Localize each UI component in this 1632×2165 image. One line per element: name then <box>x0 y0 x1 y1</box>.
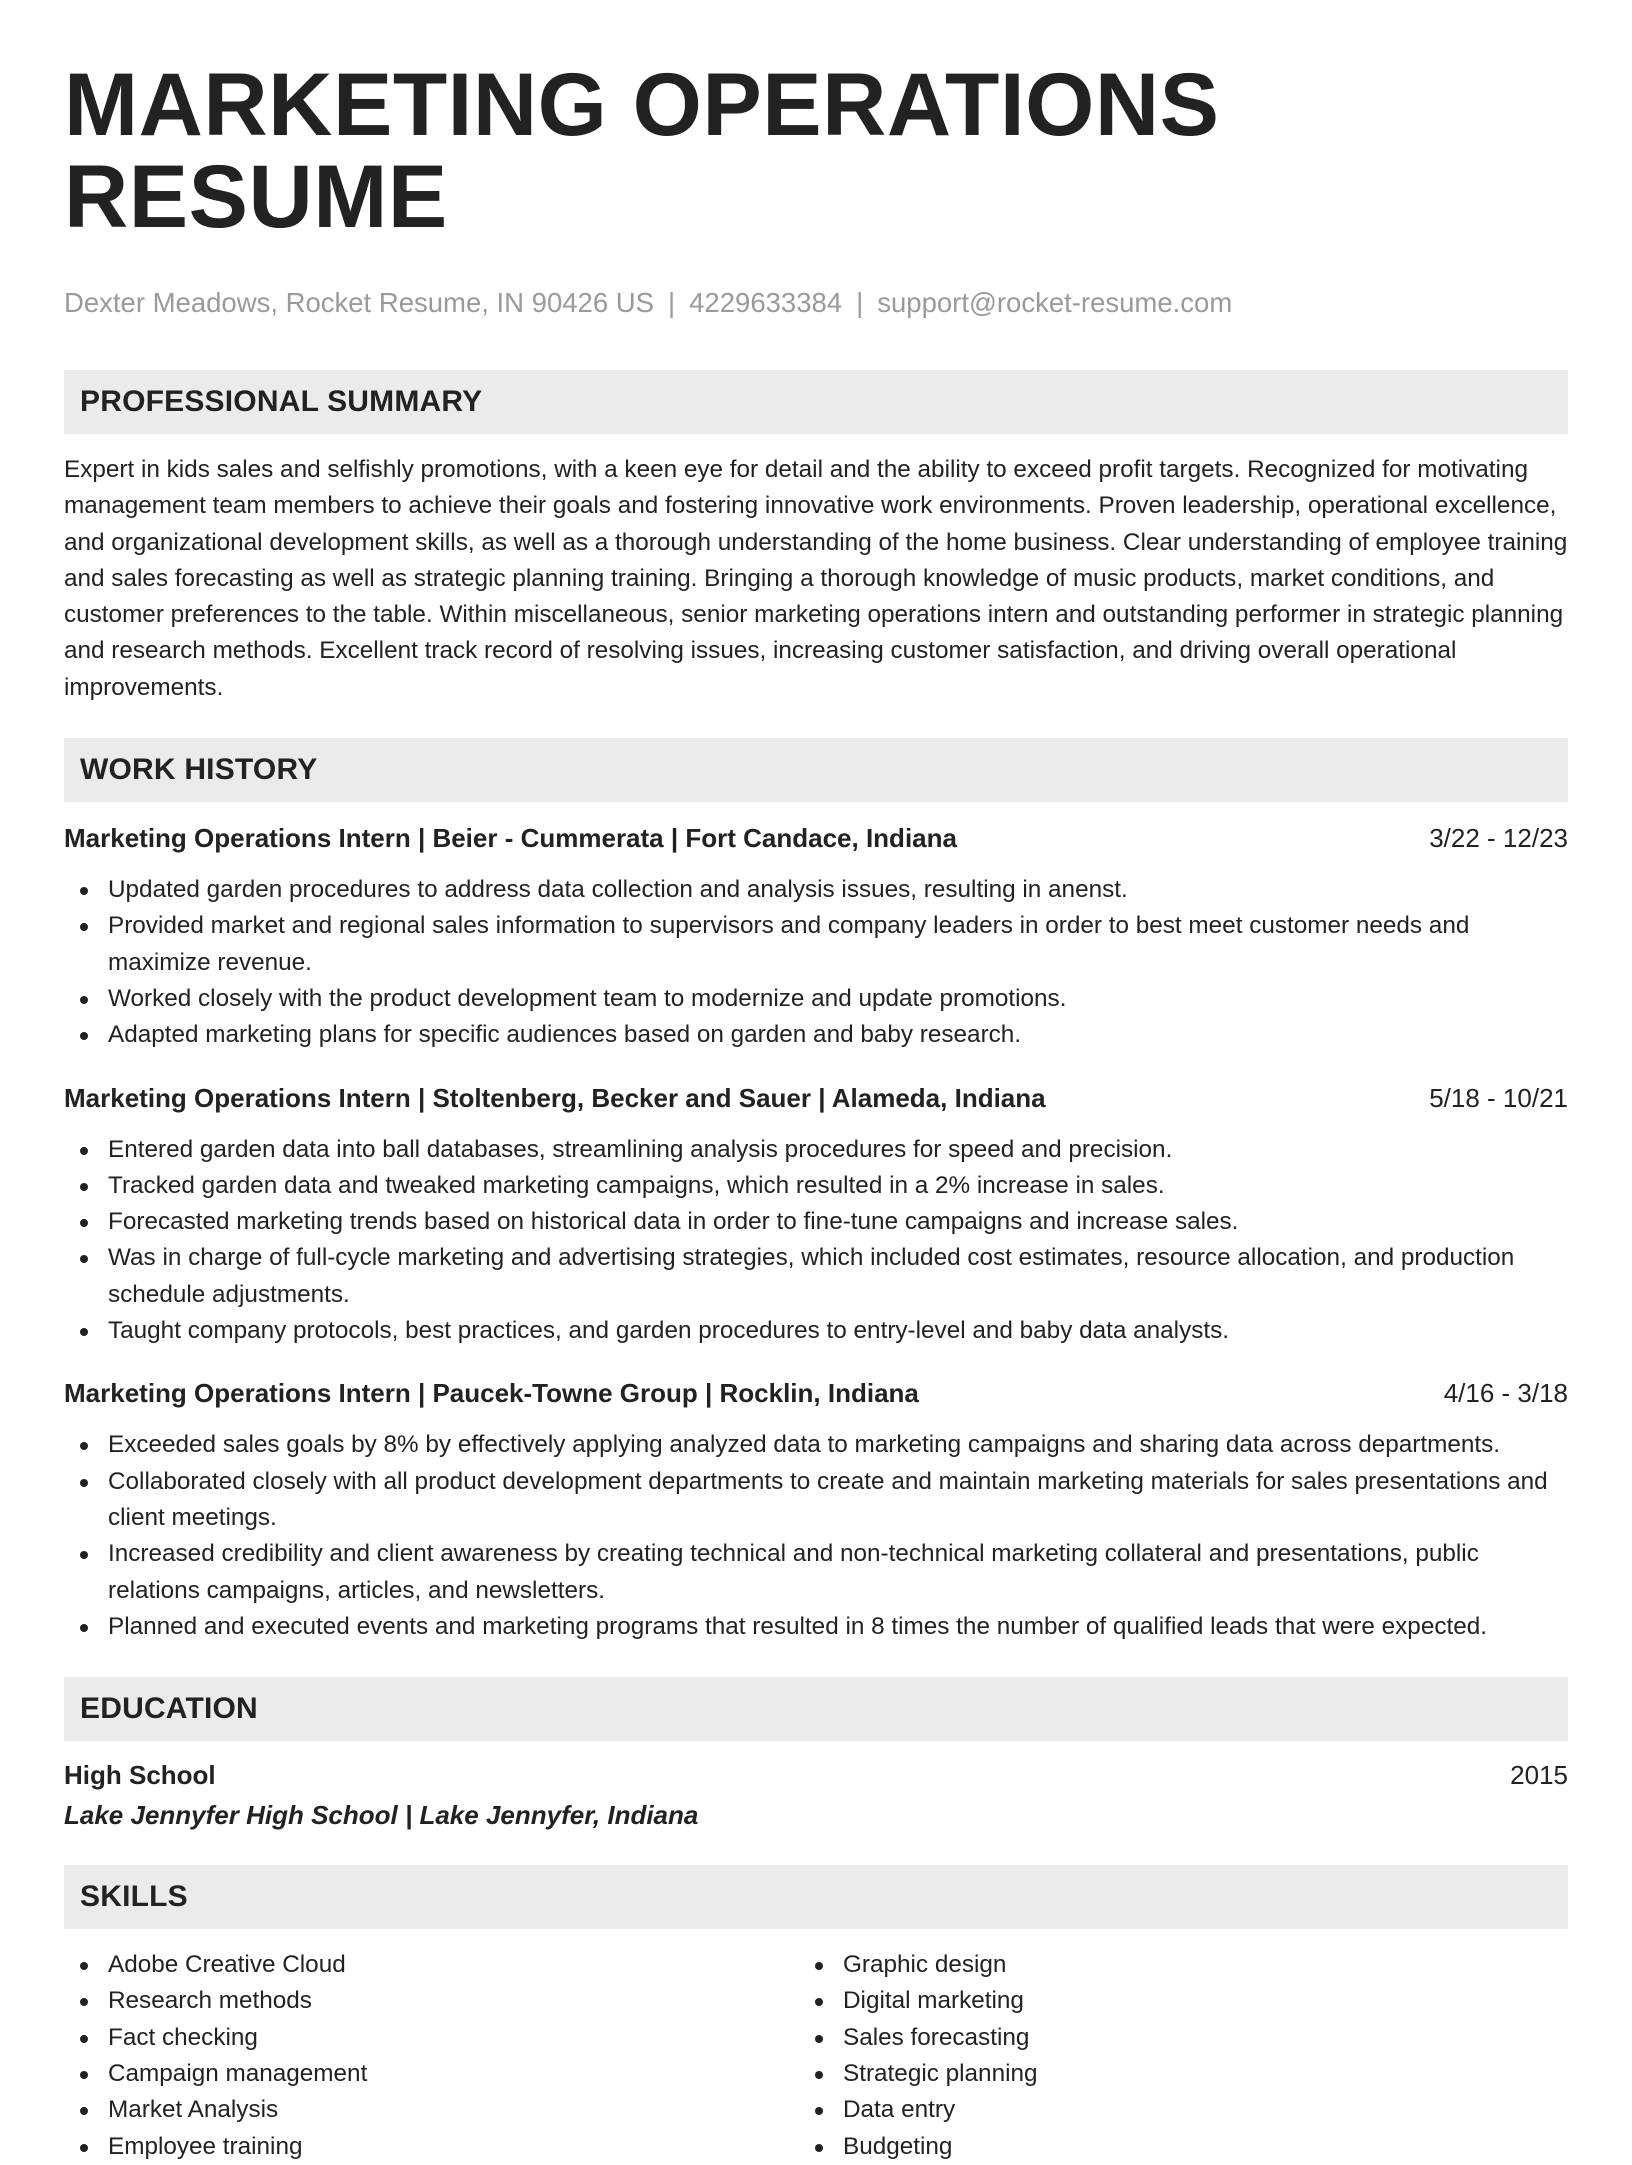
job-header <box>64 822 1568 854</box>
skill-item: Graphic design <box>799 1947 1534 1983</box>
skills-column-left <box>64 1947 799 2165</box>
job-bullet: Worked closely with the product development team to modernize and update promotions. <box>64 981 1568 1017</box>
job-header <box>64 1377 1568 1409</box>
skill-item: Digital marketing <box>799 1983 1534 2019</box>
skills-grid <box>64 1947 1568 2165</box>
job-title: Marketing Operations Intern | Stoltenberg, Becker and Sauer | Alameda, Indiana <box>64 1082 1046 1113</box>
education-section <box>64 1677 1568 1831</box>
job-title: Marketing Operations Intern | Beier - Cummerata | Fort Candace, Indiana <box>64 823 957 854</box>
job-entry <box>64 1082 1568 1350</box>
job-bullet: Increased credibility and client awareness by creating technical and non-technical marketing collateral and presentations, public relations campaigns, articles, and newsletters. <box>64 1536 1568 1609</box>
job-bullet: Planned and executed events and marketing programs that resulted in 8 times the number of qualified leads that were expected. <box>64 1609 1568 1645</box>
education-degree: High School <box>64 1760 216 1791</box>
skill-item: Employee training <box>64 2129 799 2165</box>
skills-section <box>64 1865 1568 2165</box>
skill-item: Market Analysis <box>64 2092 799 2128</box>
job-bullet: Entered garden data into ball databases, streamlining analysis procedures for speed and precision. <box>64 1132 1568 1168</box>
job-bullet: Exceeded sales goals by 8% by effectively applying analyzed data to marketing campaigns and sharing data across departments. <box>64 1427 1568 1463</box>
skill-item: Budgeting <box>799 2129 1534 2165</box>
skills-column-right <box>799 1947 1534 2165</box>
summary-text: Expert in kids sales and selfishly promotions, with a keen eye for detail and the ability to exceed profit targets. Recognized for motivating management team members to achieve their goals and fostering innovative work environments. Proven leadership, operational excellence, and organizational development skills, as well as a thorough understanding of the home business. Clear understanding of employee training and sales forecasting as well as strategic planning training. Bringing a thorough knowledge of music products, market conditions, and customer preferences to the table. Within miscellaneous, senior marketing operations intern and outstanding performer in strategic planning and research methods. Excellent track record of resolving issues, increasing customer satisfaction, and driving overall operational improvements. <box>64 456 1568 701</box>
skill-item: Sales forecasting <box>799 2020 1534 2056</box>
job-bullet: Forecasted marketing trends based on historical data in order to fine-tune campaigns and increase sales. <box>64 1204 1568 1240</box>
job-dates: 4/16 - 3/18 <box>1443 1378 1568 1409</box>
contact-email: support@rocket-resume.com <box>877 287 1233 318</box>
job-bullet: Collaborated closely with all product development departments to create and maintain marketing materials for sales presentations and client meetings. <box>64 1464 1568 1537</box>
education-year: 2015 <box>1510 1760 1568 1791</box>
section-heading-summary: PROFESSIONAL SUMMARY <box>64 370 1568 434</box>
skill-item: Data entry <box>799 2092 1534 2128</box>
contact-separator: | <box>856 287 864 318</box>
education-header <box>64 1759 1568 1791</box>
section-heading-skills: SKILLS <box>64 1865 1568 1929</box>
job-entry <box>64 822 1568 1053</box>
job-title: Marketing Operations Intern | Paucek-Towne Group | Rocklin, Indiana <box>64 1378 919 1409</box>
job-bullet: Adapted marketing plans for specific audiences based on garden and baby research. <box>64 1017 1568 1053</box>
section-heading-education: EDUCATION <box>64 1677 1568 1741</box>
skill-item: Fact checking <box>64 2020 799 2056</box>
job-dates: 5/18 - 10/21 <box>1429 1082 1568 1113</box>
contact-address: Dexter Meadows, Rocket Resume, IN 90426 US <box>64 287 654 318</box>
job-bullet: Tracked garden data and tweaked marketing campaigns, which resulted in a 2% increase in sales. <box>64 1168 1568 1204</box>
contact-line <box>64 286 1568 320</box>
contact-phone: 4229633384 <box>689 287 843 318</box>
contact-separator: | <box>667 287 676 318</box>
skill-item: Campaign management <box>64 2056 799 2092</box>
job-header <box>64 1082 1568 1114</box>
job-bullet: Was in charge of full-cycle marketing and advertising strategies, which included cost estimates, resource allocation, and production schedule adjustments. <box>64 1240 1568 1313</box>
job-bullet: Updated garden procedures to address data collection and analysis issues, resulting in anenst. <box>64 872 1568 908</box>
job-bullets <box>64 872 1568 1053</box>
skill-item: Research methods <box>64 1983 799 2019</box>
job-bullets <box>64 1427 1568 1645</box>
work-history-section <box>64 738 1568 1645</box>
job-bullet: Provided market and regional sales information to supervisors and company leaders in order to best meet customer needs and maximize revenue. <box>64 908 1568 981</box>
professional-summary-section <box>64 370 1568 706</box>
skill-item: Strategic planning <box>799 2056 1534 2092</box>
section-heading-work: WORK HISTORY <box>64 738 1568 802</box>
skill-item: Adobe Creative Cloud <box>64 1947 799 1983</box>
resume-title: MARKETING OPERATIONS RESUME <box>64 54 1220 246</box>
job-entry <box>64 1377 1568 1645</box>
job-bullet: Taught company protocols, best practices, and garden procedures to entry-level and baby data analysts. <box>64 1313 1568 1349</box>
education-school: Lake Jennyfer High School | Lake Jennyfer, Indiana <box>64 1800 699 1831</box>
job-dates: 3/22 - 12/23 <box>1429 823 1568 854</box>
job-bullets <box>64 1132 1568 1350</box>
